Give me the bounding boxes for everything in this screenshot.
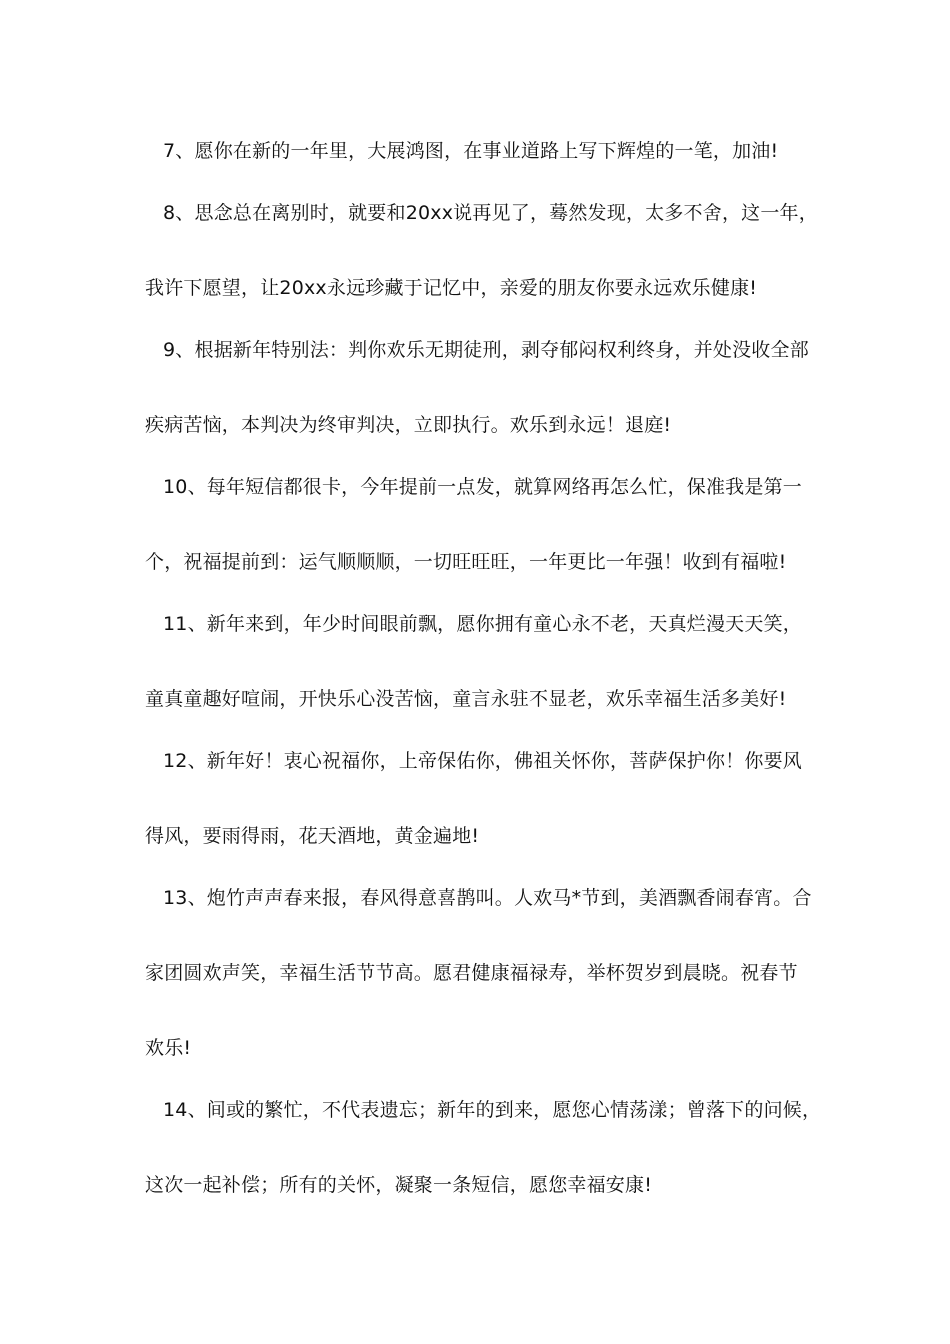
text-line: 家团圆欢声笑，幸福生活节节高。愿君健康福禄寿，举杯贺岁到晨晓。祝春节 xyxy=(145,962,798,984)
text-line: 14、间或的繁忙，不代表遗忘；新年的到来，愿您心情荡漾；曾落下的问候， xyxy=(163,1099,822,1121)
text-line: 8、思念总在离别时，就要和20xx说再见了，蓦然发现，太多不舍，这一年， xyxy=(163,202,818,224)
text-line: 10、每年短信都很卡，今年提前一点发，就算网络再怎么忙，保准我是第一 xyxy=(163,476,802,498)
text-line: 11、新年来到，年少时间眼前飘，愿你拥有童心永不老，天真烂漫天天笑， xyxy=(163,613,802,635)
text-line: 13、炮竹声声春来报，春风得意喜鹊叫。人欢马*节到，美酒飘香闹春宵。合 xyxy=(163,887,812,909)
text-line: 欢乐! xyxy=(145,1037,192,1059)
text-line: 7、愿你在新的一年里，大展鸿图，在事业道路上写下辉煌的一笔，加油! xyxy=(163,140,779,162)
text-line: 这次一起补偿；所有的关怀，凝聚一条短信，愿您幸福安康! xyxy=(145,1174,653,1196)
text-line: 我许下愿望，让20xx永远珍藏于记忆中，亲爱的朋友你要永远欢乐健康! xyxy=(145,277,758,299)
text-line: 疾病苦恼，本判决为终审判决，立即执行。欢乐到永远！退庭! xyxy=(145,414,672,436)
text-line: 童真童趣好喧闹，开快乐心没苦恼，童言永驻不显老，欢乐幸福生活多美好! xyxy=(145,688,787,710)
text-line: 12、新年好！衷心祝福你，上帝保佑你，佛祖关怀你，菩萨保护你！你要风 xyxy=(163,750,802,772)
text-line: 得风，要雨得雨，花天酒地，黄金遍地! xyxy=(145,825,480,847)
text-line: 9、根据新年特别法：判你欢乐无期徒刑，剥夺郁闷权利终身，并处没收全部 xyxy=(163,339,809,361)
text-line: 个，祝福提前到：运气顺顺顺，一切旺旺旺，一年更比一年强！收到有福啦! xyxy=(145,551,787,573)
